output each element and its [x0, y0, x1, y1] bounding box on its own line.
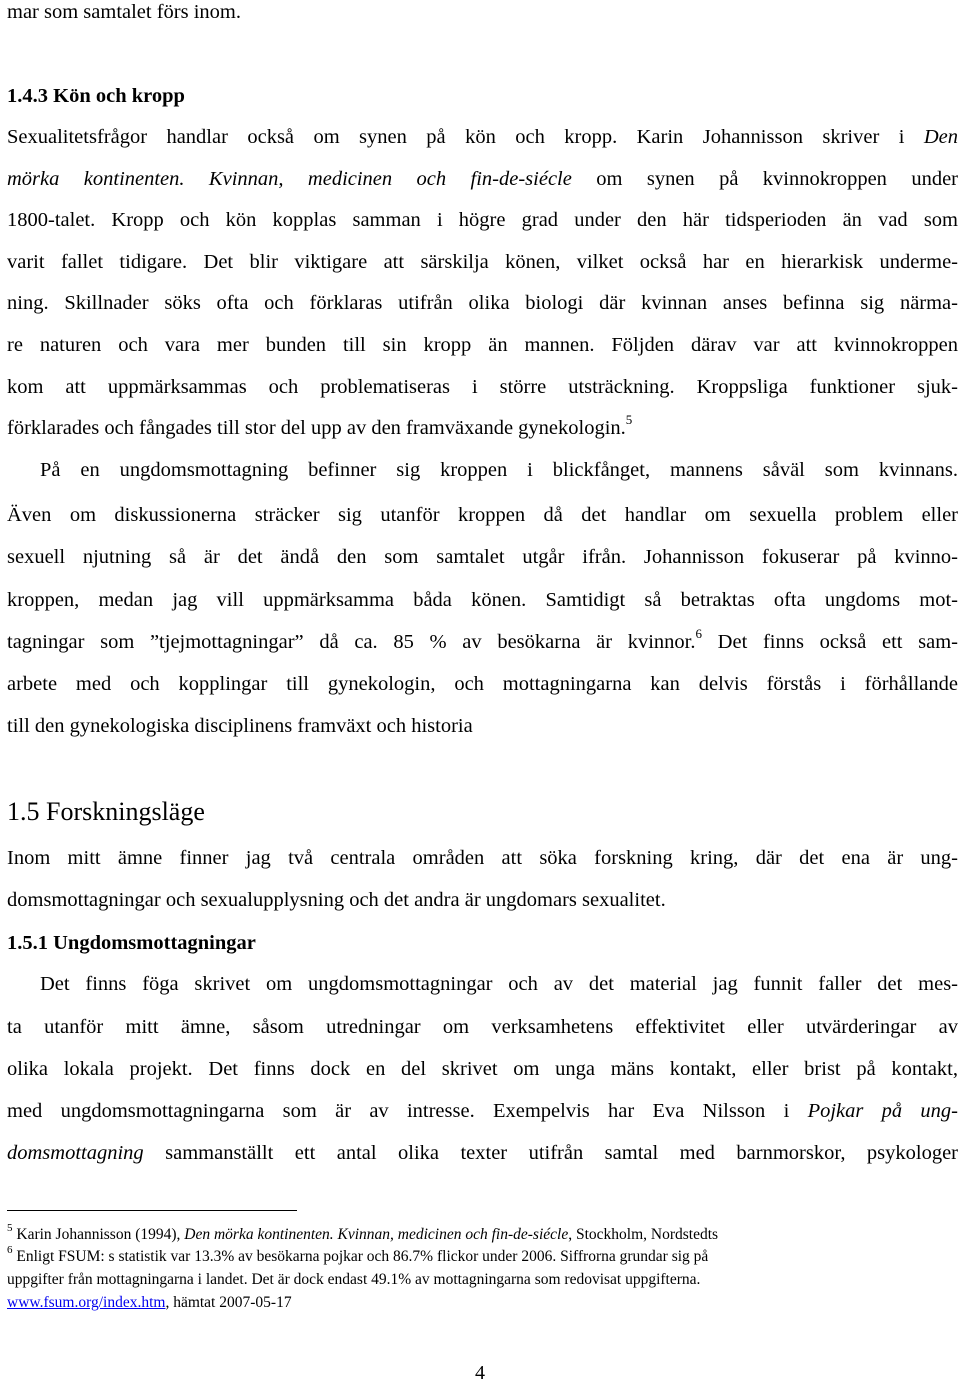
book-title-italic: Den — [923, 126, 958, 148]
text: med ungdomsmottagningarna som är av intresse. Exempelvis har Eva Nilsson i — [7, 1100, 808, 1122]
text: Karin Johannisson (1994), — [12, 1226, 185, 1243]
body-text-line: olika lokala projekt. Det finns dock en del skrivet om unga mäns kontakt, eller brist på kontakt, — [7, 1058, 958, 1080]
body-text-line: 1800-talet. Kropp och kön kopplas samman i högre grad under den här tidsperioden än vad som — [7, 209, 958, 231]
text: om synen på kvinnokroppen under — [571, 168, 958, 190]
book-title-italic: Pojkar på ung- — [807, 1100, 958, 1122]
text: Enligt FSUM: s statistik var 13.3% av besökarna pojkar och 86.7% flickor under 2006. Siffrorna grundar sig på — [12, 1248, 709, 1265]
footnote-reference: 6 — [695, 626, 702, 642]
footnote-6-continued: uppgifter från mottagningarna i landet. Det är dock endast 49.1% av mottagningarna som redovisat uppgifterna. — [7, 1271, 701, 1288]
body-text-line — [7, 0, 958, 24]
text: sammanställt ett antal olika texter utifrån samtal med barnmorskor, psykologer — [143, 1142, 958, 1164]
body-text-line: varit fallet tidigare. Det blir viktigare att särskilja könen, vilket också har en hierarkisk underme- — [7, 251, 958, 273]
book-title-italic: domsmottagning — [7, 1142, 144, 1164]
footnote-number: 5 — [7, 1221, 13, 1234]
footnote-separator — [7, 1210, 297, 1211]
body-text-line — [7, 125, 958, 149]
body-text-line: kroppen, medan jag vill uppmärksamma båda könen. Samtidigt så betraktas ofta ungdoms mot- — [7, 589, 958, 611]
body-text-line — [7, 1099, 958, 1123]
footnote-reference: 5 — [625, 412, 633, 428]
footnote-number: 6 — [7, 1243, 13, 1256]
text: mar som samtalet förs inom. — [7, 1, 241, 23]
body-text-line: kom att uppmärksammas och problematiseras i större utsträckning. Kroppsliga funktioner sjuk- — [7, 376, 958, 398]
section-heading-1-5: 1.5 Forskningsläge — [7, 797, 205, 826]
body-text-line: arbete med och kopplingar till gynekologin, och mottagningarna kan delvis förstås i förhållande — [7, 673, 958, 695]
text: tagningar som ”tjejmottagningar” då ca. 85 % av besökarna är kvinnor. — [7, 631, 696, 653]
body-text-line: sexuell njutning så är det ändå den som samtalet utgår ifrån. Johannisson fokuserar på kvinno- — [7, 546, 958, 568]
body-text-line — [7, 412, 958, 440]
body-text-line: Även om diskussionerna sträcker sig utanför kroppen då det handlar om sexuella problem eller — [7, 504, 958, 526]
body-text-line — [7, 167, 958, 191]
book-title-italic: Den mörka kontinenten. Kvinnan, medicinen och fin-de-siécle — [184, 1226, 569, 1243]
body-text-line: På en ungdomsmottagning befinner sig kroppen i blickfånget, mannens såväl som kvinnans. — [40, 459, 958, 481]
footnote-6 — [7, 1243, 937, 1267]
body-text-line — [7, 1141, 958, 1165]
text: Det finns också ett sam- — [701, 631, 958, 653]
text: Sexualitetsfrågor handlar också om synen på kön och kropp. Karin Johannisson skriver i — [7, 126, 924, 148]
text: förklarades och fångades till stor del upp av den framväxande gynekologin. — [7, 417, 626, 439]
body-text-line: ning. Skillnader söks ofta och förklaras utifrån olika biologi där kvinnan anses befinna sig närma- — [7, 292, 958, 314]
footnote-5 — [7, 1221, 937, 1245]
page-number: 4 — [475, 1362, 485, 1384]
text: , Stockholm, Nordstedts — [568, 1226, 719, 1243]
body-text-line: Inom mitt ämne finner jag två centrala områden att söka forskning kring, där det ena är ung- — [7, 847, 958, 869]
fsum-link[interactable]: www.fsum.org/index.htm — [7, 1294, 166, 1311]
footnote-6-source — [7, 1293, 937, 1313]
body-text-line: domsmottagningar och sexualupplysning och det andra är ungdomars sexualitet. — [7, 889, 666, 911]
body-text-line: ta utanför mitt ämne, såsom utredningar om verksamhetens effektivitet eller utvärderingar av — [7, 1016, 958, 1038]
body-text-line: till den gynekologiska disciplinens framväxt och historia — [7, 715, 473, 737]
book-title-italic: mörka kontinenten. Kvinnan, medicinen och fin-de-siécle — [7, 168, 572, 190]
body-text-line: Det finns föga skrivet om ungdomsmottagningar och av det material jag funnit faller det mes- — [40, 973, 958, 995]
body-text-line: re naturen och vara mer bunden till sin kropp än mannen. Följden därav var att kvinnokroppen — [7, 334, 958, 356]
body-text-line — [7, 626, 958, 654]
section-heading-1-4-3: 1.4.3 Kön och kropp — [7, 85, 185, 107]
text: , hämtat 2007-05-17 — [165, 1294, 292, 1311]
section-heading-1-5-1: 1.5.1 Ungdomsmottagningar — [7, 932, 256, 954]
